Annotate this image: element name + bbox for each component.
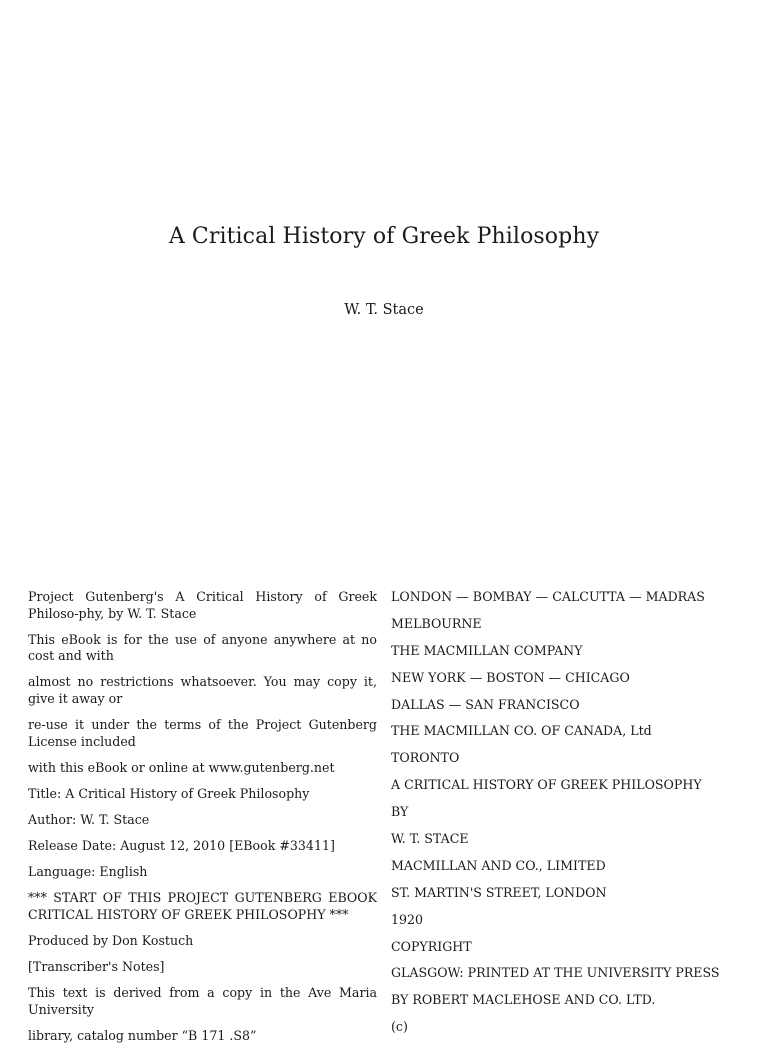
paragraph: Release Date: August 12, 2010 [EBook #33411]: [28, 838, 335, 854]
paragraph: Language: English: [28, 864, 148, 880]
publisher-line: BY: [391, 804, 409, 820]
paragraph: This text is derived from a copy in the Ave Maria University: [28, 985, 377, 1017]
document-author: W. T. Stace: [344, 302, 424, 318]
paragraph: re-use it under the terms of the Project Gutenberg License included: [28, 717, 377, 749]
publisher-line: THE MACMILLAN COMPANY: [391, 642, 583, 658]
paragraph: [Transcriber's Notes]: [28, 959, 165, 974]
publisher-line: COPYRIGHT: [391, 938, 472, 954]
gutenberg-header-column: [28, 589, 377, 1054]
paragraph: *** START OF THIS PROJECT GUTENBERG EBOOK CRITICAL HISTORY OF GREEK PHILOSOPHY ***: [28, 890, 377, 922]
publisher-line: MELBOURNE: [391, 615, 482, 631]
paragraph: Title: A Critical History of Greek Philosophy: [28, 785, 310, 801]
document-title: A Critical History of Greek Philosophy: [168, 224, 600, 249]
publisher-line: MACMILLAN AND CO., LIMITED: [391, 857, 606, 873]
publisher-line: BY ROBERT MACLEHOSE AND CO. LTD.: [391, 992, 656, 1008]
paragraph: Author: W. T. Stace: [28, 811, 150, 827]
publisher-line: (c): [391, 1019, 408, 1035]
publisher-line: ST. MARTIN'S STREET, LONDON: [391, 884, 607, 900]
publisher-line: THE MACMILLAN CO. OF CANADA, Ltd: [391, 723, 652, 739]
publisher-line: GLASGOW: PRINTED AT THE UNIVERSITY PRESS: [391, 965, 720, 981]
publisher-line: A CRITICAL HISTORY OF GREEK PHILOSOPHY: [391, 777, 702, 793]
paragraph: library, catalog number “B 171 .S8”: [28, 1027, 257, 1043]
publisher-line: NEW YORK — BOSTON — CHICAGO: [391, 669, 630, 685]
paragraph: almost no restrictions whatsoever. You may copy it, give it away or: [28, 674, 377, 706]
publisher-line: W. T. STACE: [391, 831, 469, 847]
publisher-info-column: [391, 589, 743, 1046]
publisher-line: DALLAS — SAN FRANCISCO: [391, 696, 580, 712]
paragraph: with this eBook or online at www.gutenberg.net: [28, 759, 335, 775]
paragraph: This eBook is for the use of anyone anywhere at no cost and with: [28, 631, 377, 664]
publisher-line: LONDON — BOMBAY — CALCUTTA — MADRAS: [391, 589, 705, 604]
publisher-line: TORONTO: [391, 750, 460, 766]
paragraph: Produced by Don Kostuch: [28, 932, 194, 948]
paragraph: Project Gutenberg's A Critical History of Greek Philoso-phy, by W. T. Stace: [28, 589, 377, 621]
publisher-line: 1920: [391, 911, 424, 927]
